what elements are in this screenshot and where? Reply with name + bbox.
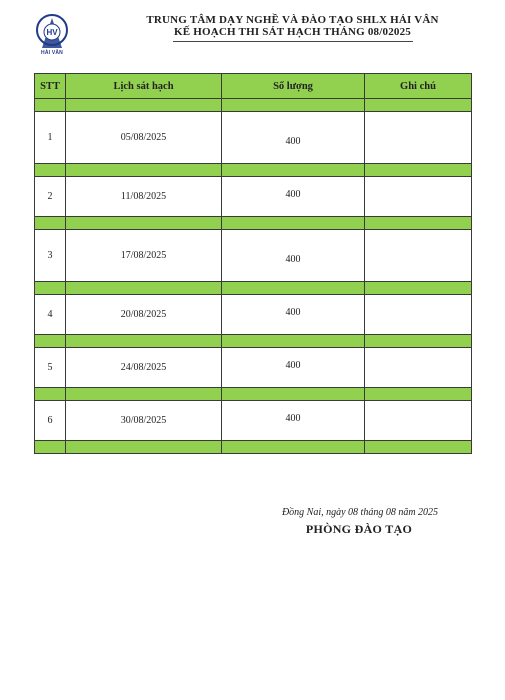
row-date: 30/08/2025 [66, 401, 222, 441]
place-and-date: Đồng Nai, ngày 08 tháng 08 năm 2025 [281, 507, 439, 518]
logo-text: HẢI VÂN [41, 50, 63, 56]
row-stt: 4 [35, 295, 66, 335]
row-quantity: 400 [222, 295, 365, 335]
row-note [365, 230, 472, 282]
row-date: 20/08/2025 [66, 295, 222, 335]
table-row [35, 348, 472, 388]
row-note [365, 112, 472, 164]
row-date: 17/08/2025 [66, 230, 222, 282]
row-date: 05/08/2025 [66, 112, 222, 164]
table-spacer-row [35, 282, 472, 295]
row-stt: 3 [35, 230, 66, 282]
table-row [35, 177, 472, 217]
row-quantity: 400 [222, 112, 365, 164]
table-spacer-row [35, 441, 472, 454]
table-header-row [35, 74, 472, 99]
column-header-stt: STT [35, 74, 66, 99]
org-name: TRUNG TÂM DẠY NGHỀ VÀ ĐÀO TẠO SHLX HẢI VÂN [146, 14, 439, 26]
table-spacer-row [35, 388, 472, 401]
logo-monogram: HV [46, 28, 58, 37]
row-note [365, 295, 472, 335]
plan-title: KẾ HOẠCH THI SÁT HẠCH THÁNG 08/02025 [173, 26, 412, 38]
row-quantity: 400 [222, 401, 365, 441]
column-header-quantity: Số lượng [222, 74, 365, 99]
row-quantity: 400 [222, 348, 365, 388]
document-header [120, 14, 465, 42]
row-date: 11/08/2025 [66, 177, 222, 217]
column-header-note: Ghi chú [365, 74, 472, 99]
row-stt: 1 [35, 112, 66, 164]
row-stt: 6 [35, 401, 66, 441]
exam-schedule-table [34, 73, 472, 454]
table-spacer-row [35, 99, 472, 112]
title-underline [173, 41, 413, 42]
table-row [35, 112, 472, 164]
column-header-date: Lịch sát hạch [66, 74, 222, 99]
row-quantity: 400 [222, 177, 365, 217]
table-row [35, 295, 472, 335]
row-note [365, 348, 472, 388]
department-signature: PHÒNG ĐÀO TẠO [305, 522, 413, 536]
row-stt: 2 [35, 177, 66, 217]
row-quantity: 400 [222, 230, 365, 282]
table-row [35, 230, 472, 282]
row-date: 24/08/2025 [66, 348, 222, 388]
table-spacer-row [35, 164, 472, 177]
row-stt: 5 [35, 348, 66, 388]
row-note [365, 401, 472, 441]
table-spacer-row [35, 217, 472, 230]
table-row [35, 401, 472, 441]
row-note [365, 177, 472, 217]
table-spacer-row [35, 335, 472, 348]
